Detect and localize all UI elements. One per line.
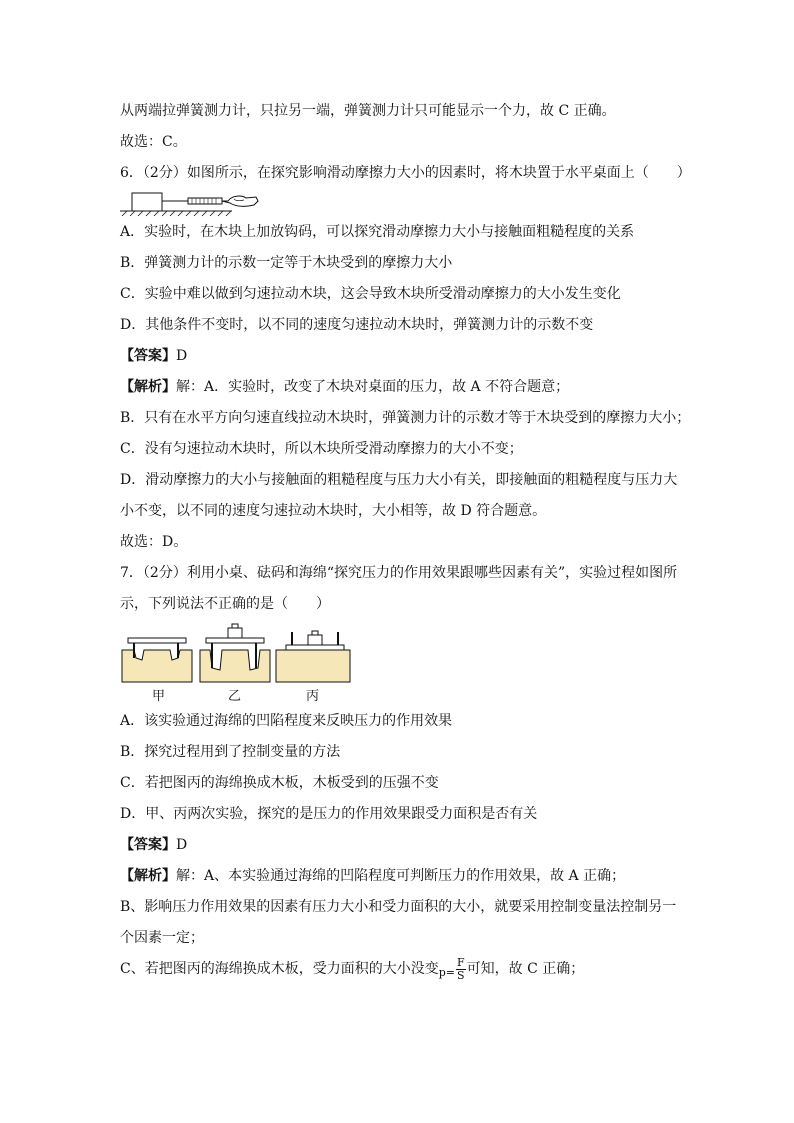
question-7-analysis [120, 861, 680, 892]
answer-tag: 【答案】 [120, 348, 176, 364]
formula-p: p= [438, 966, 455, 979]
figure-label-yi: 乙 [228, 689, 242, 704]
question-6-stem: 6．（2分）如图所示，在探究影响滑动摩擦力大小的因素时，将木块置于水平桌面上（ ） [120, 165, 691, 181]
question-6-choice: 故选：D。 [120, 534, 188, 550]
analysis-text: 解：A．实验时，改变了木块对桌面的压力，故 A 不符合题意； [176, 379, 570, 395]
question-7-stem: 示，下列说法不正确的是（ ） [120, 596, 330, 612]
question-7-option-b: B．探究过程用到了控制变量的方法 [120, 744, 341, 760]
fraction-numerator: F [456, 955, 465, 969]
analysis-line: 个因素一定； [120, 930, 204, 946]
analysis-line: C．没有匀速拉动木块时，所以木块所受滑动摩擦力的大小不变； [120, 441, 523, 457]
question-6-option-b: B．弹簧测力计的示数一定等于木块受到的摩擦力大小 [120, 255, 453, 271]
question-7-option-d: D．甲、丙两次实验，探究的是压力的作用效果跟受力面积是否有关 [120, 806, 538, 822]
figure-label-jia: 甲 [152, 689, 166, 704]
question-7-option-a: A．该实验通过海绵的凹陷程度来反映压力的作用效果 [120, 713, 453, 729]
pressure-fraction [456, 957, 466, 982]
analysis-line: B．只有在水平方向匀速直线拉动木块时，弹簧测力计的示数才等于木块受到的摩擦力大小； [120, 410, 691, 426]
analysis-text: 解：A、本实验通过海绵的凹陷程度可判断压力的作用效果，故 A 正确； [176, 868, 626, 884]
question-7-stem: 7．（2分）利用小桌、砝码和海绵“探究压力的作用效果跟哪些因素有关”，实验过程如图所 [120, 565, 678, 581]
fraction-denominator: S [457, 968, 465, 982]
analysis-line: B、影响压力作用效果的因素有压力大小和受力面积的大小，就要采用控制变量法控制另一 [120, 899, 677, 915]
answer-tag: 【答案】 [120, 837, 176, 853]
question-6-option-d: D．其他条件不变时，以不同的速度匀速拉动木块时，弹簧测力计的示数不变 [120, 317, 594, 333]
analysis-tag: 【解析】 [120, 379, 176, 395]
figure-label-bing: 丙 [306, 689, 320, 704]
question-6-option-c: C．实验中难以做到匀速拉动木块，这会导致木块所受滑动摩擦力的大小发生变化 [120, 286, 621, 302]
question-6-answer [120, 341, 680, 372]
text-line: 从两端拉弹簧测力计，只拉另一端，弹簧测力计只可能显示一个力，故 C 正确。 [120, 103, 616, 119]
question-7-option-c: C．若把图丙的海绵换成木板，木板受到的压强不变 [120, 775, 439, 791]
formula-suffix-text: 可知，故 C 正确； [466, 961, 585, 977]
analysis-line: 小不变，以不同的速度匀速拉动木块时，大小相等，故 D 符合题意。 [120, 503, 547, 519]
question-6-option-a: A．实验时，在木块上加放钩码，可以探究滑动摩擦力大小与接触面粗糙程度的关系 [120, 224, 635, 240]
analysis-line-formula [120, 954, 680, 985]
document-page [120, 96, 691, 985]
friction-experiment-figure [120, 189, 260, 217]
analysis-tag: 【解析】 [120, 868, 176, 884]
question-6-analysis [120, 372, 680, 403]
analysis-line: D．滑动摩擦力的大小与接触面的粗糙程度与压力大小有关，即接触面的粗糙程度与压力大 [120, 472, 678, 488]
formula-prefix-text: C、若把图丙的海绵换成木板，受力面积的大小没变 [120, 961, 439, 977]
question-7-answer [120, 830, 680, 861]
answer-value: D [176, 837, 188, 853]
text-line: 故选：C。 [120, 134, 187, 150]
answer-value: D [176, 348, 188, 364]
pressure-experiment-figure [120, 622, 360, 706]
